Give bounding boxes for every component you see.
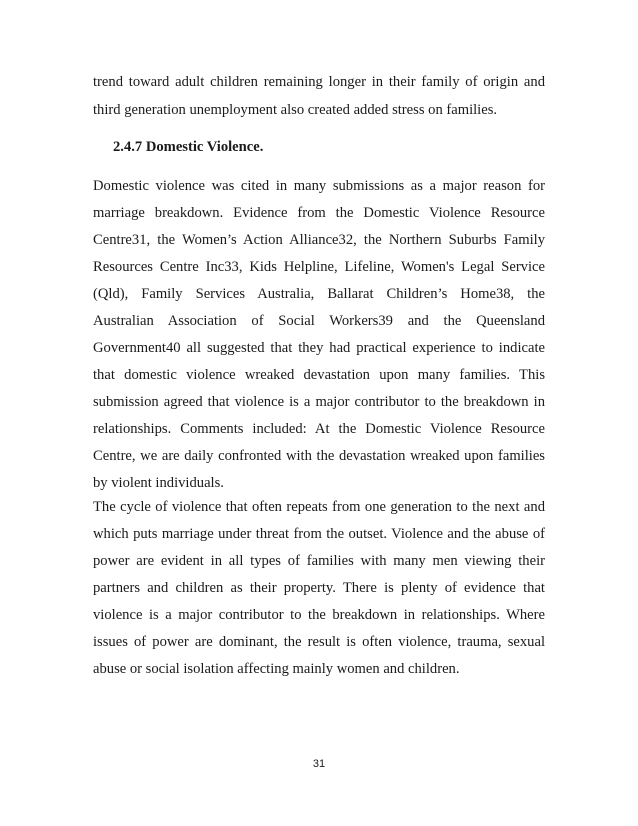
paragraph1-line: Australian Association of Social Workers39 and the Queensland xyxy=(93,313,545,329)
paragraph2-line: abuse or social isolation affecting mainly women and children. xyxy=(93,661,460,677)
paragraph2-line: which puts marriage under threat from the outset. Violence and the abuse of xyxy=(93,526,545,542)
paragraph1-line: Government40 all suggested that they had practical experience to indicate xyxy=(93,340,545,356)
paragraph1-line: Resources Centre Inc33, Kids Helpline, Lifeline, Women's Legal Service xyxy=(93,259,545,275)
paragraph2-line: violence is a major contributor to the breakdown in relationships. Where xyxy=(93,607,545,623)
paragraph1-line: submission agreed that violence is a major contributor to the breakdown in xyxy=(93,394,545,410)
section-heading: 2.4.7 Domestic Violence. xyxy=(113,139,264,155)
paragraph1-line: Domestic violence was cited in many submissions as a major reason for xyxy=(93,178,545,194)
paragraph2-line: The cycle of violence that often repeats from one generation to the next and xyxy=(93,499,545,515)
paragraph1-line: by violent individuals. xyxy=(93,475,224,491)
paragraph1-line: that domestic violence wreaked devastation upon many families. This xyxy=(93,367,545,383)
paragraph2-line: partners and children as their property. There is plenty of evidence that xyxy=(93,580,545,596)
paragraph1-line: marriage breakdown. Evidence from the Domestic Violence Resource xyxy=(93,205,545,221)
paragraph1-line: relationships. Comments included: At the Domestic Violence Resource xyxy=(93,421,545,437)
page-number: 31 xyxy=(312,758,326,770)
paragraph2-line: issues of power are dominant, the result is often violence, trauma, sexual xyxy=(93,634,545,650)
paragraph2-line: power are evident in all types of families with many men viewing their xyxy=(93,553,545,569)
intro-line: trend toward adult children remaining longer in their family of origin and xyxy=(93,74,545,90)
intro-line: third generation unemployment also created added stress on families. xyxy=(93,102,498,118)
paragraph1-line: Centre, we are daily confronted with the devastation wreaked upon families xyxy=(93,448,545,464)
paragraph1-line: (Qld), Family Services Australia, Ballarat Children’s Home38, the xyxy=(93,286,545,302)
paragraph1-line: Centre31, the Women’s Action Alliance32, the Northern Suburbs Family xyxy=(93,232,545,248)
